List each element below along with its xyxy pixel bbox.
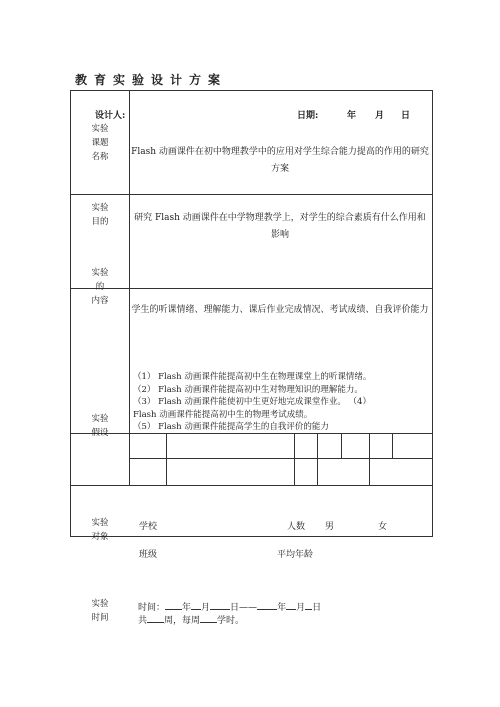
female-label: 女 xyxy=(378,522,388,532)
grid-col-6 xyxy=(392,433,393,458)
year-label: 年 xyxy=(347,111,357,121)
time-label: 实验 时间 xyxy=(91,599,109,623)
list-item: Flash 动画课件能提高初中生的物理考试成绩。 xyxy=(133,409,313,420)
name-label: 实验 课题 名称 xyxy=(91,124,109,162)
list-item: （1） Flash 动画课件能提高初中生在物理课堂上的听课情绪。 xyxy=(133,372,372,382)
end-month-blank[interactable] xyxy=(286,600,296,610)
row-divider-hypothesis xyxy=(70,485,432,486)
list-item: （3） Flash 动画课件能使初中生更好地完成课堂作业。 （4） xyxy=(133,397,371,407)
periods-blank[interactable] xyxy=(200,613,217,623)
weeks-blank[interactable] xyxy=(147,613,164,623)
start-day-blank[interactable] xyxy=(210,600,230,610)
age-label: 平均年龄 xyxy=(277,550,314,560)
page-title: 教育实验设计方案 xyxy=(75,73,228,87)
list-item: （2） Flash 动画课件能提高初中生对物理知识的理解能力。 xyxy=(133,384,363,395)
grid-col-3 xyxy=(317,433,318,486)
table-right-border xyxy=(432,90,433,537)
date-label: 日期: xyxy=(297,111,319,121)
time-prefix: 时间： xyxy=(138,603,166,613)
male-label: 男 xyxy=(325,522,335,532)
hypothesis-list xyxy=(133,371,433,434)
class-label: 班级 xyxy=(139,550,158,560)
start-year-blank[interactable] xyxy=(165,600,182,610)
school-label: 学校 xyxy=(139,522,158,532)
grid-col-2 xyxy=(294,433,295,486)
day-label: 日 xyxy=(401,111,411,121)
grid-col-5 xyxy=(369,433,370,486)
grid-col-4 xyxy=(341,433,342,458)
count-label: 人数 xyxy=(287,522,306,532)
end-year-blank[interactable] xyxy=(257,600,277,610)
month-label: 月 xyxy=(375,111,385,121)
content-label: 实验 的 内容 xyxy=(91,268,109,306)
row-divider-name xyxy=(70,194,432,195)
time-range: 时间： 年 月 日—— 年 月 日 xyxy=(138,600,321,613)
designer-label: 设计人: xyxy=(95,111,126,121)
hypothesis-label: 实验 假设 xyxy=(91,414,109,438)
table-top-border xyxy=(70,90,432,91)
grid-col-1 xyxy=(166,433,167,486)
content-value: 学生的听课情绪、理解能力、课后作业完成情况、考试成绩、自我评价能力 xyxy=(131,305,429,315)
subject-label: 实验 对象 xyxy=(91,518,109,542)
duration-line: 共 周，每周 学时。 xyxy=(138,613,244,626)
purpose-value: 研究 Flash 动画课件在中学物理教学上，对学生的综合素质有什么作用和影响 xyxy=(134,213,426,240)
name-value: Flash 动画课件在初中物理教学中的应用对学生综合能力提高的作用的研究方案 xyxy=(131,147,429,174)
purpose-label: 实验 目的 xyxy=(91,203,109,227)
list-item: （5） Flash 动画课件能提高学生的自我评价的能力 xyxy=(133,422,329,432)
start-month-blank[interactable] xyxy=(191,600,201,610)
grid-line-mid xyxy=(129,458,432,459)
